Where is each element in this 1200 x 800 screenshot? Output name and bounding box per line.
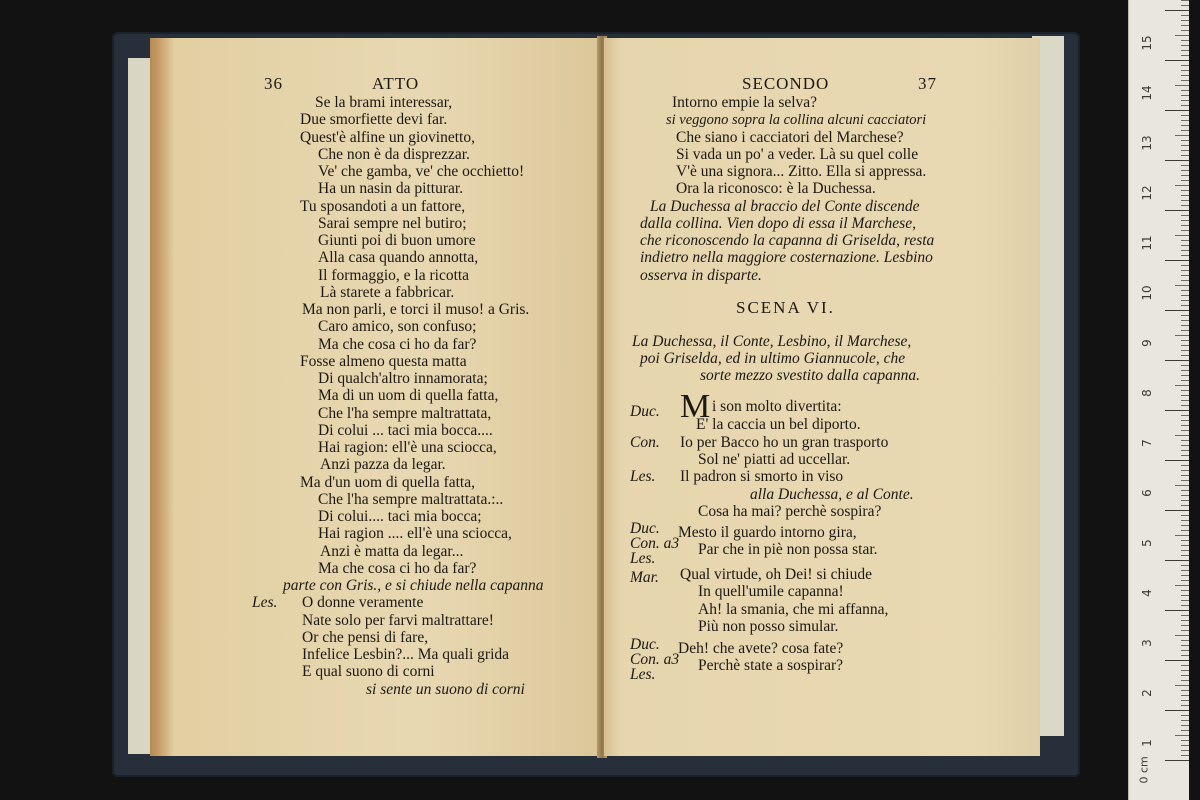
ruler-number: 14 — [1140, 85, 1154, 101]
ruler-tick — [1181, 220, 1189, 221]
measuring-ruler — [1128, 0, 1189, 800]
ruler-tick — [1181, 195, 1189, 196]
text-line: Perchè state a sospirar? — [698, 657, 844, 674]
ruler-tick — [1181, 470, 1189, 471]
text-line: Anzi pazza da legar. — [320, 456, 446, 473]
ruler-tick — [1181, 125, 1189, 126]
stage-direction: si sente un suono di corni — [366, 681, 525, 698]
ruler-tick — [1181, 50, 1189, 51]
ruler-tick — [1181, 130, 1189, 131]
speaker-duc: Duc. — [630, 403, 660, 420]
ruler-tick — [1181, 5, 1189, 6]
text-line: V'è una signora... Zitto. Ella si appressa. — [676, 163, 927, 180]
speaker-con: Con. — [630, 434, 660, 451]
stage-direction: indietro nella maggiore costernazione. Lesbino — [640, 249, 933, 266]
ruler-tick — [1181, 95, 1189, 96]
speaker-mar: Mar. — [630, 569, 659, 586]
ruler-tick — [1181, 705, 1189, 706]
ruler-tick — [1165, 660, 1189, 661]
ruler-tick — [1181, 320, 1189, 321]
ruler-tick — [1181, 305, 1189, 306]
text-line: Mesto il guardo intorno gira, — [678, 524, 857, 541]
ruler-tick — [1181, 475, 1189, 476]
ruler-tick — [1181, 570, 1189, 571]
text-line: E' la caccia un bel diporto. — [696, 416, 861, 433]
text-line: Intorno empie la selva? — [672, 94, 818, 111]
text-line: E qual suono di corni — [302, 663, 435, 680]
ruler-tick — [1165, 210, 1189, 211]
ruler-tick — [1181, 250, 1189, 251]
text-line: Alla casa quando annotta, — [318, 249, 479, 266]
ruler-number: 11 — [1140, 235, 1154, 251]
ruler-tick — [1181, 225, 1189, 226]
ruler-tick — [1175, 185, 1189, 186]
ruler-number: 15 — [1140, 35, 1154, 51]
ruler-tick — [1181, 245, 1189, 246]
ruler-tick — [1181, 355, 1189, 356]
ruler-tick — [1181, 715, 1189, 716]
ruler-tick — [1181, 255, 1189, 256]
text-line: Fosse almeno questa matta — [300, 353, 467, 370]
text-line: Ah! la smania, che mi affanna, — [698, 601, 889, 618]
ruler-tick — [1181, 480, 1189, 481]
text-line: Sol ne' piatti ad uccellar. — [698, 451, 851, 468]
ruler-tick — [1181, 330, 1189, 331]
ruler-tick — [1181, 595, 1189, 596]
ruler-tick — [1181, 140, 1189, 141]
text-line: Ma d'un uom di quella fatta, — [300, 474, 475, 491]
ruler-tick — [1181, 120, 1189, 121]
text-line: Il padron si smorto in viso — [680, 468, 844, 485]
text-line: Nate solo per farvi maltrattare! — [302, 612, 494, 629]
ruler-number: 7 — [1140, 439, 1154, 447]
ruler-tick — [1181, 565, 1189, 566]
ruler-tick — [1181, 145, 1189, 146]
ruler-tick — [1181, 515, 1189, 516]
ruler-tick — [1181, 380, 1189, 381]
ruler-tick — [1165, 760, 1189, 761]
page-number-right: 37 — [918, 74, 937, 93]
text-line: Di colui ... taci mia bocca.... — [318, 422, 493, 439]
ruler-tick — [1181, 180, 1189, 181]
ruler-tick — [1181, 630, 1189, 631]
ruler-tick — [1181, 200, 1189, 201]
ruler-tick — [1181, 230, 1189, 231]
ruler-tick — [1181, 690, 1189, 691]
ruler-tick — [1181, 300, 1189, 301]
text-line: Sarai sempre nel butiro; — [318, 215, 467, 232]
ruler-number: 10 — [1140, 285, 1154, 301]
ruler-tick — [1181, 665, 1189, 666]
ruler-tick — [1181, 625, 1189, 626]
ruler-tick — [1181, 425, 1189, 426]
ruler-tick — [1181, 670, 1189, 671]
ruler-tick — [1181, 680, 1189, 681]
text-line: Ma che cosa ci ho da far? — [318, 336, 477, 353]
text-line: Hai ragion: ell'è una sciocca, — [318, 439, 497, 456]
text-line: O donne veramente — [302, 594, 424, 611]
text-line: In quell'umile capanna! — [698, 583, 844, 600]
ruler-tick — [1181, 100, 1189, 101]
ruler-tick — [1181, 55, 1189, 56]
ruler-tick — [1181, 615, 1189, 616]
text-line: Se la brami interessar, — [315, 94, 453, 111]
scene-cast: La Duchessa, il Conte, Lesbino, il Marchese, — [632, 333, 912, 350]
text-line: Di colui.... taci mia bocca; — [318, 508, 482, 525]
ruler-tick — [1181, 0, 1189, 1]
ruler-tick — [1165, 60, 1189, 61]
ruler-number: 2 — [1140, 689, 1154, 697]
ruler-tick — [1181, 605, 1189, 606]
text-line: Ma che cosa ci ho da far? — [318, 560, 477, 577]
speaker-trio: Duc. — [630, 520, 660, 537]
text-line: Di qualch'altro innamorata; — [318, 370, 488, 387]
ruler-tick — [1181, 170, 1189, 171]
stage-direction: che riconoscendo la capanna di Griselda, resta — [640, 232, 935, 249]
ruler-tick — [1181, 580, 1189, 581]
text-line: Che non è da disprezzar. — [318, 146, 470, 163]
ruler-tick — [1175, 685, 1189, 686]
ruler-tick — [1181, 290, 1189, 291]
text-line: Più non posso simular. — [698, 618, 839, 635]
ruler-tick — [1181, 730, 1189, 731]
ruler-tick — [1181, 600, 1189, 601]
text-line: Che siano i cacciatori del Marchese? — [676, 129, 904, 146]
speaker-trio: Duc. — [630, 636, 660, 653]
ruler-tick — [1165, 410, 1189, 411]
ruler-tick — [1181, 550, 1189, 551]
stage-direction: si veggono sopra la collina alcuni cacciatori — [666, 112, 927, 128]
ruler-tick — [1181, 745, 1189, 746]
ruler-tick — [1181, 275, 1189, 276]
ruler-tick — [1181, 750, 1189, 751]
text-line: Si vada un po' a veder. Là su quel colle — [676, 146, 919, 163]
ruler-tick — [1181, 505, 1189, 506]
ruler-tick — [1181, 695, 1189, 696]
ruler-tick — [1175, 735, 1189, 736]
ruler-tick — [1181, 400, 1189, 401]
ruler-tick — [1175, 535, 1189, 536]
ruler-tick — [1165, 10, 1189, 11]
ruler-tick — [1181, 405, 1189, 406]
stage-direction: alla Duchessa, e al Conte. — [750, 486, 914, 503]
ruler-tick — [1181, 540, 1189, 541]
ruler-tick — [1175, 585, 1189, 586]
text-line: Ha un nasin da pitturar. — [318, 180, 464, 197]
ruler-tick — [1175, 135, 1189, 136]
ruler-tick — [1181, 465, 1189, 466]
ruler-tick — [1181, 75, 1189, 76]
ruler-tick — [1181, 720, 1189, 721]
ruler-tick — [1181, 370, 1189, 371]
ruler-tick — [1181, 165, 1189, 166]
ruler-tick — [1181, 65, 1189, 66]
ruler-tick — [1181, 205, 1189, 206]
text-line: Hai ragion .... ell'è una sciocca, — [318, 525, 512, 542]
speaker-les: Les. — [252, 594, 278, 611]
ruler-tick — [1165, 260, 1189, 261]
ruler-tick — [1175, 385, 1189, 386]
stage-direction: dalla collina. Vien dopo di essa il Marchese, — [640, 215, 916, 232]
ruler-tick — [1181, 20, 1189, 21]
speaker-les: Les. — [630, 468, 656, 485]
ruler-tick — [1181, 280, 1189, 281]
ruler-tick — [1181, 350, 1189, 351]
text-line: i son molto divertita: — [712, 398, 842, 415]
text-line: Ve' che gamba, ve' che occhietto! — [318, 163, 525, 180]
text-line: Due smorfiette devi far. — [300, 111, 448, 128]
text-line: Quest'è alfine un giovinetto, — [300, 129, 475, 146]
ruler-tick — [1175, 285, 1189, 286]
ruler-tick — [1181, 430, 1189, 431]
ruler-tick — [1181, 555, 1189, 556]
ruler-tick — [1181, 545, 1189, 546]
ruler-tick — [1175, 435, 1189, 436]
ruler-tick — [1181, 30, 1189, 31]
ruler-tick — [1181, 375, 1189, 376]
ruler-tick — [1181, 525, 1189, 526]
running-head-right: SECONDO — [742, 74, 830, 93]
ruler-tick — [1181, 445, 1189, 446]
speaker-trio: Les. — [630, 666, 656, 683]
ruler-tick — [1181, 530, 1189, 531]
text-line: Anzi è matta da legar... — [320, 543, 464, 560]
ruler-tick — [1181, 115, 1189, 116]
ruler-tick — [1181, 645, 1189, 646]
text-line: Che l'ha sempre maltrattata.:.. — [318, 491, 504, 508]
ruler-tick — [1181, 700, 1189, 701]
running-head-left: ATTO — [372, 74, 420, 93]
speaker-trio: Con. a3 — [630, 651, 680, 668]
ruler-tick — [1181, 395, 1189, 396]
ruler-tick — [1181, 755, 1189, 756]
ruler-tick — [1181, 740, 1189, 741]
ruler-tick — [1181, 675, 1189, 676]
ruler-tick — [1181, 25, 1189, 26]
text-line: Tu sposandoti a un fattore, — [300, 198, 466, 215]
ruler-tick — [1175, 635, 1189, 636]
ruler-tick — [1165, 710, 1189, 711]
ruler-tick — [1181, 500, 1189, 501]
page-number-left: 36 — [264, 74, 283, 93]
ruler-tick — [1181, 70, 1189, 71]
ruler-tick — [1175, 485, 1189, 486]
ruler-tick — [1181, 345, 1189, 346]
ruler-tick — [1181, 520, 1189, 521]
ruler-tick — [1165, 460, 1189, 461]
ruler-tick — [1181, 420, 1189, 421]
scene-cast: sorte mezzo svestito dalla capanna. — [700, 367, 920, 384]
ruler-number: 4 — [1140, 589, 1154, 597]
ruler-tick — [1175, 335, 1189, 336]
ruler-tick — [1165, 610, 1189, 611]
ruler-tick — [1181, 575, 1189, 576]
text-line: Che l'ha sempre maltrattata, — [318, 405, 492, 422]
text-line: Infelice Lesbin?... Ma quali grida — [302, 646, 510, 663]
ruler-tick — [1165, 160, 1189, 161]
ruler-tick — [1181, 415, 1189, 416]
ruler-tick — [1175, 235, 1189, 236]
ruler-tick — [1181, 90, 1189, 91]
text-line: Cosa ha mai? perchè sospira? — [698, 503, 882, 520]
ruler-tick — [1181, 265, 1189, 266]
ruler-number: 9 — [1140, 339, 1154, 347]
ruler-number: 8 — [1140, 389, 1154, 397]
ruler-tick — [1181, 655, 1189, 656]
ruler-tick — [1181, 590, 1189, 591]
ruler-tick — [1181, 295, 1189, 296]
ruler-tick — [1181, 215, 1189, 216]
text-line: Ma di un uom di quella fatta, — [318, 387, 499, 404]
text-line: Io per Bacco ho un gran trasporto — [680, 434, 889, 451]
ruler-number: 12 — [1140, 185, 1154, 201]
ruler-tick — [1165, 110, 1189, 111]
ruler-tick — [1181, 650, 1189, 651]
stage-direction: osserva in disparte. — [640, 267, 762, 284]
ruler-tick — [1181, 105, 1189, 106]
text-line: Caro amico, son confuso; — [318, 318, 477, 335]
ruler-tick — [1181, 490, 1189, 491]
ruler-tick — [1181, 455, 1189, 456]
speaker-trio: Les. — [630, 550, 656, 567]
text-line: Giunti poi di buon umore — [318, 232, 476, 249]
ruler-tick — [1181, 15, 1189, 16]
text-line: Ma non parli, e torci il muso! a Gris. — [302, 301, 530, 318]
ruler-tick — [1181, 80, 1189, 81]
ruler-tick — [1181, 325, 1189, 326]
text-line: Par che in piè non possa star. — [698, 541, 878, 558]
ruler-tick — [1181, 495, 1189, 496]
scene-title: SCENA VI. — [736, 298, 835, 317]
text-line: Or che pensi di fare, — [302, 629, 429, 646]
ruler-tick — [1181, 175, 1189, 176]
ruler-tick — [1181, 725, 1189, 726]
ruler-tick — [1165, 360, 1189, 361]
text-line: Là starete a fabbricar. — [320, 284, 455, 301]
ruler-number: 13 — [1140, 135, 1154, 151]
ruler-tick — [1181, 450, 1189, 451]
ruler-tick — [1181, 155, 1189, 156]
text-line: Deh! che avete? cosa fate? — [678, 640, 844, 657]
ruler-tick — [1165, 310, 1189, 311]
ruler-tick — [1181, 620, 1189, 621]
ruler-unit-label: 0 cm — [1137, 756, 1151, 784]
ruler-tick — [1175, 85, 1189, 86]
ruler-tick — [1181, 240, 1189, 241]
scene-cast: poi Griselda, ed in ultimo Giannucole, che — [640, 350, 906, 367]
text-line: Ora la riconosco: è la Duchessa. — [676, 180, 876, 197]
ruler-tick — [1181, 365, 1189, 366]
ruler-tick — [1181, 315, 1189, 316]
ruler-number: 5 — [1140, 539, 1154, 547]
ruler-tick — [1181, 340, 1189, 341]
ruler-tick — [1181, 150, 1189, 151]
ruler-number: 1 — [1140, 739, 1154, 747]
ruler-tick — [1181, 190, 1189, 191]
ruler-tick — [1181, 640, 1189, 641]
ruler-number: 6 — [1140, 489, 1154, 497]
ruler-tick — [1181, 45, 1189, 46]
right-page — [604, 38, 1040, 756]
ruler-tick — [1181, 440, 1189, 441]
ruler-tick — [1181, 270, 1189, 271]
ruler-tick — [1165, 510, 1189, 511]
speaker-trio: Con. a3 — [630, 535, 680, 552]
stage-direction: La Duchessa al braccio del Conte discende — [650, 198, 920, 215]
drop-cap: M — [680, 388, 711, 425]
ruler-tick — [1165, 560, 1189, 561]
ruler-number: 3 — [1140, 639, 1154, 647]
text-line: Qual virtude, oh Dei! si chiude — [680, 566, 872, 583]
stage-direction: parte con Gris., e si chiude nella capanna — [283, 577, 544, 594]
ruler-tick — [1181, 40, 1189, 41]
ruler-tick — [1175, 35, 1189, 36]
text-line: Il formaggio, e la ricotta — [318, 267, 470, 284]
left-page — [150, 38, 600, 756]
ruler-tick — [1181, 390, 1189, 391]
